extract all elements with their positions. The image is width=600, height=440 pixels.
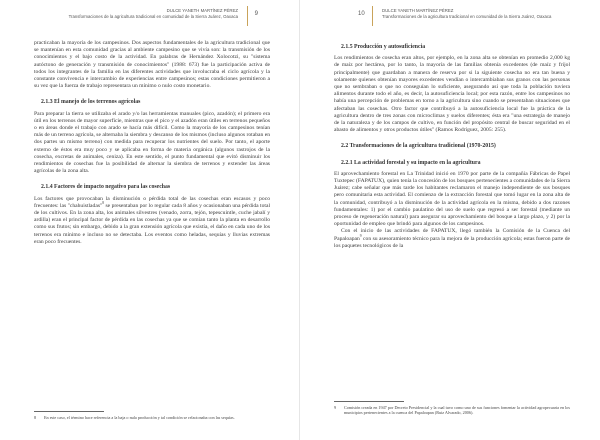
body-paragraph: Para preparar la tierra se utilizaba el arado y/o las herramientas manuales (pico, azadón); el primero era útil en los terrenos de mayor superficie, mientras que el pico y el azadón eran útiles en terrenos pequeños o en áreas donde el trabajo con arado se hacía más difícil. Como la mayoría de los campesinos tenían más de un terreno agrícola, se alternaba la siembra y descanso de los mismos (incluso algunos rotaban en dos partes un mismo terreno) con medida para recuperar los nutrientes del suelo. Por tanto, el aporte externo de éstos era muy poco y se aplicaba en forma de materia orgánica (algunos rastrojos de la cosecha, excretas de animales, ceniza). En este sentido, el punto fundamental que evitó disminuir los rendimientos de cosechas fue la posibilidad de alternar la siembra de terrenos y extender las áreas agrícolas de la zona alta. bbox=[34, 110, 270, 175]
right-body-text bbox=[334, 44, 570, 250]
body-paragraph: practicaban la mayoría de los campesinos. Dos aspectos fundamentales de la agricultura tradicional que se mantenían en esta comunidad gracias al ambiente campesino que se vivía son: la transmisión de los conocimientos y el bajo costo de la actividad. En palabras de Hernández Xolocotzi, su "sistema autóctono de generación y transmisión de conocimientos" (1988: 673) fue la participación activa de todos los integrantes de la familia en las diferentes actividades que involucraba el ciclo agrícola y la constante convivencia e intercambio de experiencias entre campesinos; estas condiciones permitieron a su vez que la fuerza de trabajo representara un mínimo o nulo costo monetario. bbox=[34, 40, 270, 90]
footnote-text: En este caso, el término hace referencia a la baja o nula producción y tal condición se relacionaba con las sequías. bbox=[44, 414, 235, 420]
page-number: 10 bbox=[358, 11, 365, 17]
paragraph-text: con su asesoramiento técnico para la mejora de la producción agrícola; estas fueron parte de los paquetes tecnológicos de la bbox=[334, 235, 570, 249]
left-body-text bbox=[34, 40, 270, 246]
body-paragraph bbox=[34, 196, 270, 246]
footnote-rule bbox=[34, 411, 104, 412]
right-page-header bbox=[338, 4, 592, 26]
footnote-number: 9 bbox=[334, 404, 337, 410]
header-divider bbox=[372, 6, 373, 26]
body-paragraph: Los rendimientos de cosecha eran altos, por ejemplo, en la zona alta se obtenían en promedio 2,000 kg de maíz por hectárea, por lo tanto, la mayoría de las familias obtenía excedentes (de maíz y frijol principalmente) que guardaban a manera de reserva por si la siguiente cosecha no era tan buena y solamente quienes obtenían mayores excedentes vendían o intercambiaban sus granos con las personas que no sembraban o que no conseguían lo suficiente, asegurando así que toda la población tuviera alimentos durante todo el año, es decir, la autosuficiencia local; por esta razón, entre los campesinos no había una percepción de problemas en torno a la agricultura sino cuando se presentaban situaciones que afectaban las cosechas. Otro factor que contribuyó a la autosuficiencia local fue la práctica de la agricultura dentro de tres zonas con microclimas y suelos diferentes; ésta era "una estrategia de manejo de la naturaleza y de los campos de cultivo, en función del propósito central de buscar seguridad en el abasto de alimentos y otros productos útiles" (Ramos Rodríguez, 2005: 255). bbox=[334, 55, 570, 134]
paragraph-text: se presentaban por lo regular cada 8 años y ocasionaban una pérdida total de los cultivos. En la zona alta, los animales silvestres (venado, zorra, tejón, tepescuintle, cuche jabalí y ardilla) eran el principal factor de pérdida en las cosechas ya que se comían tanto la planta en desarrollo como sus frutos; sin embargo, debido a la gran extensión agrícola que existía, el daño en cada uno de los terrenos era mínimo e incluso no se detectaba. Los eventos como heladas, sequías y lluvias extremas eran poco frecuentes. bbox=[34, 202, 270, 245]
footnote-number: 8 bbox=[34, 414, 37, 420]
running-head bbox=[69, 8, 238, 20]
header-divider bbox=[247, 6, 248, 26]
section-heading: 2.1.5 Producción y autosuficiencia bbox=[341, 44, 426, 50]
footnote-rule bbox=[334, 401, 404, 402]
section-heading: 2.2.1 La actividad forestal y su impacto en la agricultura bbox=[341, 159, 481, 166]
header-subtitle: Transformaciones de la agricultura tradicional en comunidad de la Sierra Juárez, Oaxaca bbox=[68, 14, 238, 19]
body-paragraph bbox=[334, 228, 570, 250]
page-number: 9 bbox=[254, 11, 258, 17]
body-paragraph: El aprovechamiento forestal en La Trinidad inició en 1970 por parte de la compañía Fábricas de Papel Tuxtepec (FAPATUX), quien tenía la concesión de los bosques pertenecientes a comunidades de la Sierra Juárez; cabe señalar que más tarde los habitantes reclamaron el manejo independiente de sus bosques pero comunitaria esta actividad. El comienzo de la extracción forestal que tomó lugar en la zona alta de la comunidad, contribuyó a la disminución de la actividad agrícola en la misma, debido a dos razones fundamentales: 1) por el cambio paulatino del uso de suelo que regresó a ser forestal (mediante un proceso de regeneración natural) para asegurar su aprovechamiento del bosque a largo plazo, y 2) por la oportunidad de empleo que brindó para algunos de los campesinos. bbox=[334, 170, 570, 228]
section-heading: 2.2 Transformaciones de la agricultura tradicional (1970-2015) bbox=[341, 143, 496, 150]
paragraph-text: Con el inicio de las actividades de FAPATUX, llegó también la Comisión de la Cuenca del Papaloapan bbox=[334, 228, 570, 242]
footnote-marker: 9 bbox=[359, 233, 362, 238]
right-page bbox=[300, 0, 600, 440]
header-author: DULCE YANETH MARTÍNEZ PÉREZ bbox=[382, 8, 454, 13]
right-footnote bbox=[334, 401, 570, 415]
footnote-marker: 8 bbox=[102, 201, 105, 205]
section-heading: 2.1.3 El manejo de los terrenos agrícolas bbox=[41, 99, 141, 106]
running-head bbox=[382, 8, 551, 20]
left-footnote bbox=[34, 411, 270, 420]
section-heading: 2.1.4 Factores de impacto negativo para las cosechas bbox=[41, 184, 171, 191]
header-author: DULCE YANETH MARTÍNEZ PÉREZ bbox=[166, 8, 238, 13]
footnote-text: Comisión creada en 1947 por Decreto Presidencial y la cual tuvo como uno de sus funciones fomentar la actividad agropecuaria en los municipios pertenecientes a la cuenca del Papaloapan (Ruiz Alvarado, 2006). bbox=[344, 404, 570, 415]
left-page-header bbox=[38, 4, 292, 26]
header-subtitle: Transformaciones de la agricultura tradicional en comunidad de la Sierra Juárez, Oaxaca bbox=[382, 14, 552, 19]
paragraph-text: Los factores que provocaban la disminución o pérdida total de las cosechas eran escasos y poco frecuentes: las "chahuistladas" bbox=[34, 195, 270, 209]
